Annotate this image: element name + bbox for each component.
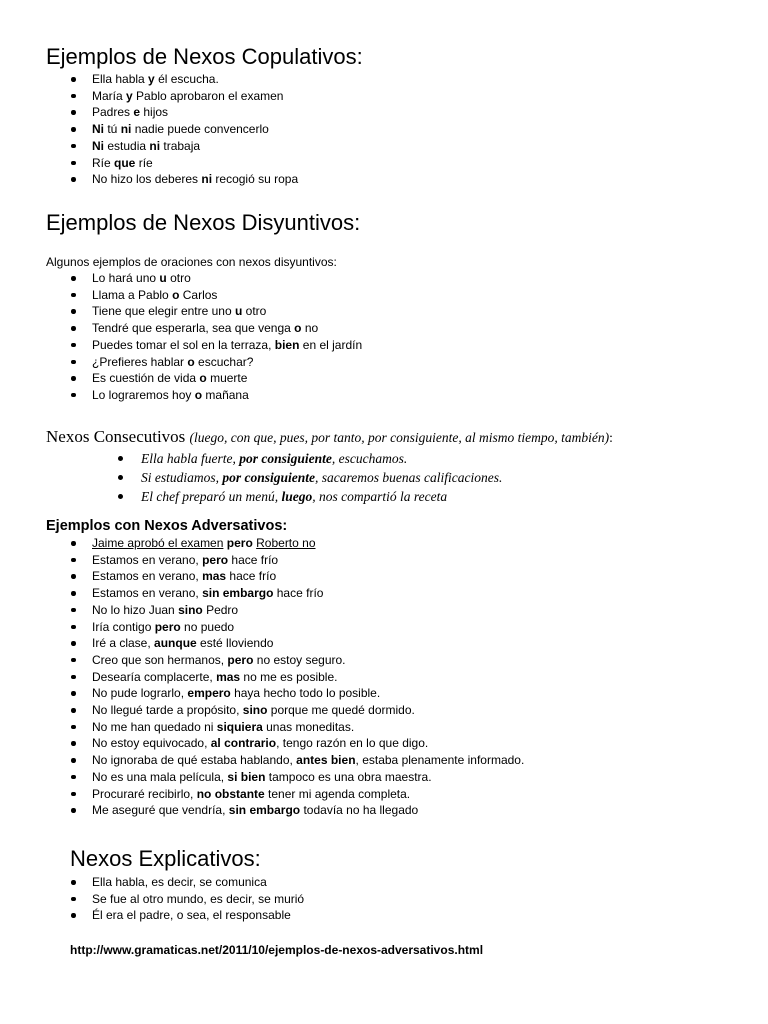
heading-explicativos: Nexos Explicativos: — [70, 846, 261, 871]
list-item: Ella habla fuerte, por consiguiente, escuchamos. — [46, 449, 613, 468]
list-item: Ni tú ni nadie puede convencerlo — [46, 121, 363, 138]
list-item: Estamos en verano, sin embargo hace frío — [46, 585, 524, 602]
section-consecutivos — [46, 426, 613, 506]
list-item: No es una mala película, si bien tampoco es una obra maestra. — [46, 769, 524, 786]
list-disyuntivos — [46, 270, 362, 404]
list-item: Ella habla y él escucha. — [46, 71, 363, 88]
list-item: No lo hizo Juan sino Pedro — [46, 602, 524, 619]
source-url[interactable]: http://www.gramaticas.net/2011/10/ejemplos-de-nexos-adversativos.html — [70, 943, 484, 957]
list-item: Estamos en verano, pero hace frío — [46, 552, 524, 569]
list-item: Ella habla, es decir, se comunica — [46, 874, 304, 891]
heading-adversativos: Ejemplos con Nexos Adversativos: — [46, 518, 288, 534]
list-item: Creo que son hermanos, pero no estoy seguro. — [46, 652, 524, 669]
list-item: No estoy equivocado, al contrario, tengo razón en lo que digo. — [46, 735, 524, 752]
list-copulativos — [46, 71, 363, 188]
list-item: Lo lograremos hoy o mañana — [46, 387, 362, 404]
list-item: Jaime aprobó el examen pero Roberto no — [46, 535, 524, 552]
list-item: Tiene que elegir entre uno u otro — [46, 303, 362, 320]
section-explicativos — [46, 846, 304, 924]
list-explicativos — [46, 874, 304, 924]
heading-copulativos: Ejemplos de Nexos Copulativos: — [46, 44, 363, 69]
list-item: Es cuestión de vida o muerte — [46, 370, 362, 387]
list-item: Estamos en verano, mas hace frío — [46, 568, 524, 585]
list-item: No hizo los deberes ni recogió su ropa — [46, 171, 363, 188]
list-item: Me aseguré que vendría, sin embargo todavía no ha llegado — [46, 802, 524, 819]
list-adversativos — [46, 535, 524, 819]
list-item: Si estudiamos, por consiguiente, sacaremos buenas calificaciones. — [46, 468, 613, 487]
list-item: Iré a clase, aunque esté lloviendo — [46, 635, 524, 652]
list-item: Padres e hijos — [46, 104, 363, 121]
heading-consecutivos: Nexos Consecutivos (luego, con que, pues, por tanto, por consiguiente, al mismo tiempo, también): — [46, 427, 613, 446]
list-item: Iría contigo pero no puedo — [46, 619, 524, 636]
list-item: Se fue al otro mundo, es decir, se murió — [46, 891, 304, 908]
list-item: Lo hará uno u otro — [46, 270, 362, 287]
list-item: Tendré que esperarla, sea que venga o no — [46, 320, 362, 337]
list-item: No pude lograrlo, empero haya hecho todo lo posible. — [46, 685, 524, 702]
list-item: María y Pablo aprobaron el examen — [46, 88, 363, 105]
intro-disyuntivos: Algunos ejemplos de oraciones con nexos disyuntivos: — [46, 255, 337, 269]
list-item: Desearía complacerte, mas no me es posible. — [46, 669, 524, 686]
list-item: No llegué tarde a propósito, sino porque me quedé dormido. — [46, 702, 524, 719]
list-item: Puedes tomar el sol en la terraza, bien en el jardín — [46, 337, 362, 354]
section-disyuntivos — [46, 210, 362, 404]
list-item: El chef preparó un menú, luego, nos compartió la receta — [46, 487, 613, 506]
list-item: ¿Prefieres hablar o escuchar? — [46, 354, 362, 371]
list-item: No me han quedado ni siquiera unas moneditas. — [46, 719, 524, 736]
list-item: Procuraré recibirlo, no obstante tener mi agenda completa. — [46, 786, 524, 803]
list-consecutivos — [46, 449, 613, 506]
list-item: No ignoraba de qué estaba hablando, antes bien, estaba plenamente informado. — [46, 752, 524, 769]
list-item: Ríe que ríe — [46, 155, 363, 172]
list-item: Ni estudia ni trabaja — [46, 138, 363, 155]
list-item: Él era el padre, o sea, el responsable — [46, 907, 304, 924]
section-copulativos — [46, 44, 363, 188]
section-adversativos — [46, 517, 524, 819]
heading-disyuntivos: Ejemplos de Nexos Disyuntivos: — [46, 210, 361, 235]
list-item: Llama a Pablo o Carlos — [46, 287, 362, 304]
